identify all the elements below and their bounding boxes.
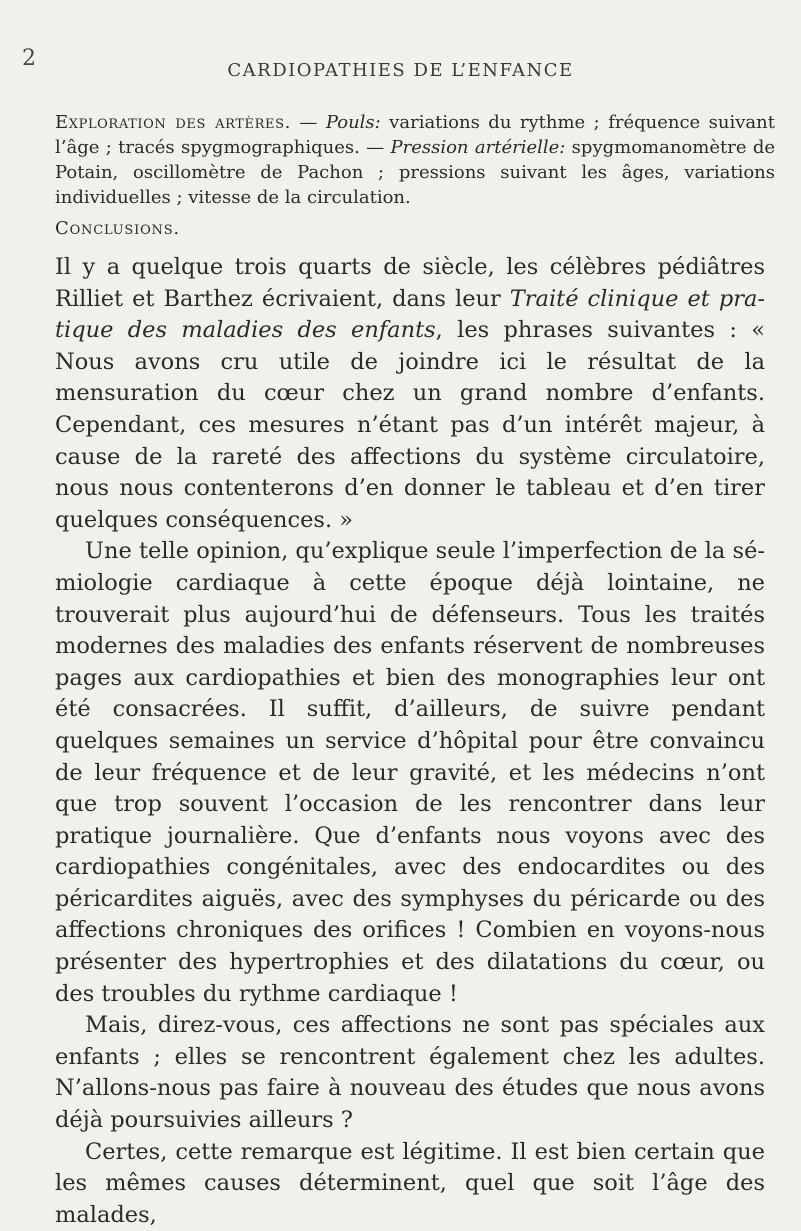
summary-pouls-label: Pouls: — [325, 112, 381, 133]
chapter-summary — [55, 110, 775, 241]
summary-paragraph — [55, 110, 775, 210]
paragraph-3: Mais, direz-vous, ces affections ne sont pas spéciales aux enfants ; elles se rencontrent également chez les adultes. N’allons-nous pas faire à nouveau des études que nous avons déjà poursuivies ailleurs ? — [55, 1012, 765, 1134]
summary-conclusions: Conclusions. — [55, 218, 180, 239]
summary-pression-text: spygmomanomètre de Potain, oscillomètre de Pachon ; pressions suivant les âges, variations individuelles ; vitesse de la circulation. — [55, 137, 775, 208]
paragraph-4: Certes, cette remarque est légitime. Il est bien certain que les mêmes causes déterminent, quel que soit l’âge des malades, — [55, 1138, 765, 1228]
paragraph-1-text-a: Il y a quelque trois quarts de siècle, les célèbres pédiâtres Rilliet et Barthez écrivaient, dans leur — [55, 254, 765, 312]
paragraph-2: Une telle opinion, qu’explique seule l’imperfection de la sémiologie cardiaque à cette époque déjà lointaine, ne trouverait plus aujourd’hui de défenseurs. Tous les traités modernes des maladies des enfants réservent de nombreuses pages aux cardiopathies et bien des monographies leur ont été consacrées. Il suffit, d’ailleurs, de suivre pendant quelques semaines un service d’hôpital pour être convaincu de leur fréquence et de leur gravité, et les médecins n’ont que trop souvent l’occasion de les rencontrer dans leur pratique journalière. Que d’enfants nous voyons avec des cardiopathies congénitales, avec des endocardites ou des péricardites aiguës, avec des symphyses du péricarde ou des affections chroniques des orifices ! Combien en voyons-nous présenter des hypertrophies et des dilatations du cœur, ou des troubles du rythme cardiaque ! — [55, 538, 765, 1007]
page-number: 2 — [22, 46, 36, 71]
body-text — [55, 252, 765, 1231]
summary-dash: — — [290, 112, 326, 133]
book-title: Traité clinique et pratique des maladies des enfants — [55, 285, 766, 344]
paragraph-1 — [55, 252, 765, 536]
running-header: CARDIOPATHIES DE L’ENFANCE — [227, 60, 574, 81]
summary-pression-label: Pression artérielle: — [390, 137, 566, 158]
paragraph-1-text-b: , les phrases suivantes : « Nous avons cru utile de joindre ici le résultat de la mensuration du cœur chez un grand nombre d’enfants. Cependant, ces mesures n’étant pas d’un intérêt majeur, à cause de la rareté des affections du système circulatoire, nous nous contenterons d’en donner le tableau et d’en tirer quelques conséquences. » — [55, 317, 765, 533]
summary-pouls-text: variations du rythme ; fréquence suivant l’âge ; tracés spygmographiques. — — [55, 112, 775, 158]
summary-heading-arteries: Exploration des artères. — [55, 112, 291, 133]
